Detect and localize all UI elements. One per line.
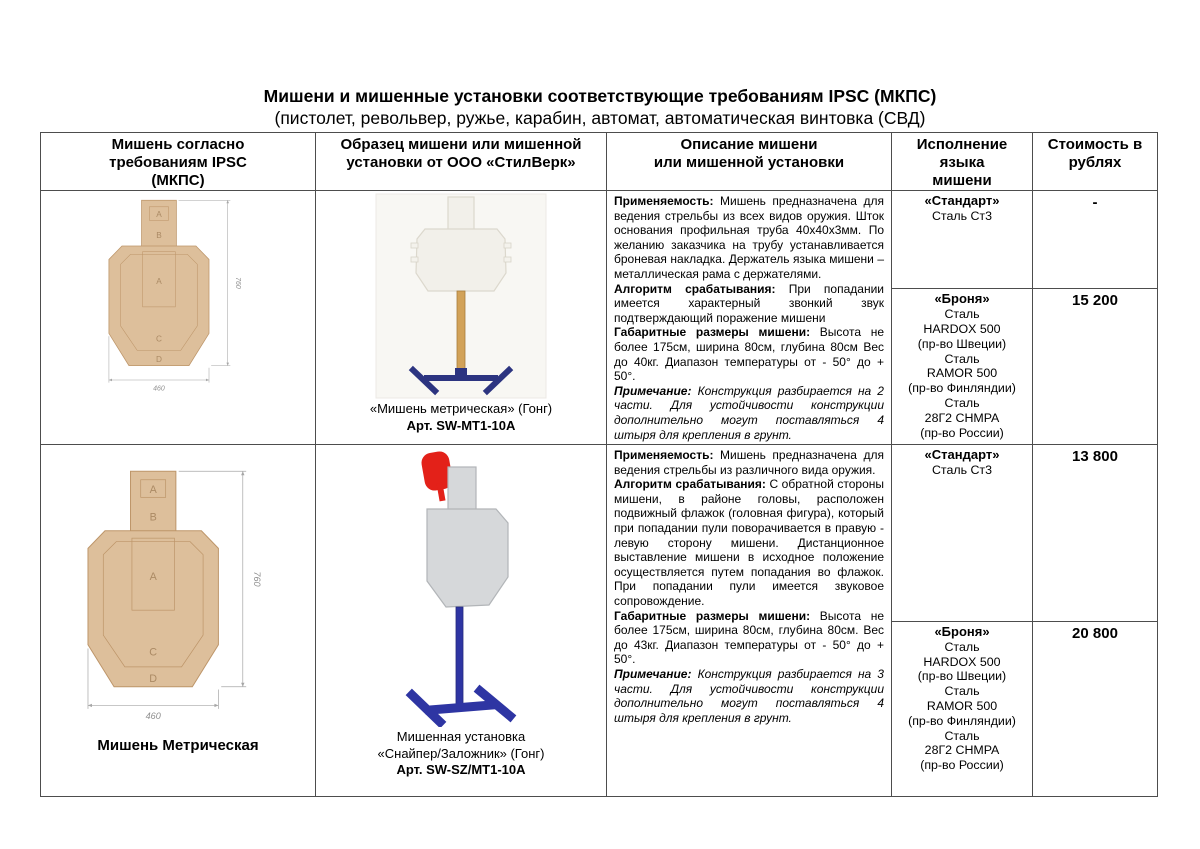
target-diagram-cell-2 (41, 445, 316, 797)
page-title: Мишени и мишенные установки соответствующие требованиям IPSC (МКПС) (263, 86, 937, 106)
caption-article: Арт. SW-SZ/MT1-10A (396, 762, 526, 778)
header-description: Описание мишени или мишенной установки (607, 133, 892, 191)
desc-label: Применяемость: (614, 194, 714, 208)
stand-pole (456, 607, 463, 707)
sniper-hostage-render (390, 447, 532, 727)
gong-target-photo (375, 193, 547, 399)
svg-text:760: 760 (251, 571, 262, 587)
tongue-armor-cell-2 (892, 622, 1033, 797)
desc-text: С обратной стороны мишени, в районе головы, расположен подвижный флажок (головная фигура), который при попадании пули поворачивается в правую - левую сторону мишени. Дистанционное выставление мишени в исходное положение осуществляется путем попадания во флажок. При попадании пули имеется звуковое сопровождение. (614, 477, 884, 609)
desc-text: Высота не более 175см, ширина 80см, глубина 80см. Вес до 43кг. Диапазон температуры от - 50° до + 50°. (614, 608, 885, 667)
description-cell-2 (607, 445, 892, 797)
desc-label: Габаритные размеры мишени: (614, 325, 811, 340)
desc-label: Алгоритм срабатывания: (614, 477, 766, 492)
svg-text:460: 460 (153, 385, 165, 393)
option-materials: Сталь Ст3 (931, 462, 993, 477)
option-materials: Сталь HARDOX 500 (пр-во Швеции) Сталь RAMOR 500 (пр-во Финляндии) Сталь 28Г2 CHMPA (пр-во России) (908, 307, 1016, 440)
svg-text:A: A (149, 571, 157, 584)
header-sample: Образец мишени или мишенной установки от ООО «СтилВерк» (316, 133, 607, 191)
desc-label: Алгоритм срабатывания: (614, 281, 776, 296)
sample-caption-2 (316, 729, 606, 779)
target-name-label: Мишень Метрическая (97, 737, 259, 755)
svg-text:A: A (149, 483, 157, 496)
caption-article: Арт. SW-MT1-10A (406, 417, 516, 433)
option-name: «Броня» (934, 291, 990, 307)
desc-text: Высота не более 175см, ширина 80см, глубина 80см Вес до 40кг. Диапазон температуры от - 50° до + 50°. (614, 325, 885, 384)
desc-text: При попадании имеется характерный звонкий звук подтверждающий поражение мишени (614, 281, 884, 325)
desc-text: Мишень предназначена для ведения стрельбы из всех видов оружия. Шток основания профильная труба 40х40х3мм. По желанию заказчика на трубу устанавливается броневая накладка. Держатель языка мишени – металлическая рама с держателями. (614, 194, 884, 281)
svg-text:D: D (149, 673, 158, 686)
desc-note (614, 667, 884, 725)
wooden-post (457, 291, 465, 371)
option-materials: Сталь HARDOX 500 (пр-во Швеции) Сталь RAMOR 500 (пр-во Финляндии) Сталь 28Г2 CHMPA (пр-во России) (908, 639, 1016, 773)
svg-text:D: D (155, 355, 162, 365)
sample-cell-1 (316, 191, 607, 445)
ipsc-target-diagram (82, 467, 274, 725)
description-cell-1 (607, 191, 892, 445)
svg-text:B: B (149, 511, 157, 524)
desc-paragraph (614, 609, 884, 667)
sample-caption-1 (316, 401, 606, 434)
svg-text:460: 460 (145, 711, 161, 722)
sample-cell-2 (316, 445, 607, 797)
desc-text: Конструкция разбирается на 2 части. Для устойчивости конструкции дополнительно могут поставляться 4 штыря для крепления в грунт. (614, 383, 884, 442)
svg-text:B: B (156, 231, 162, 241)
svg-text:C: C (155, 334, 162, 344)
option-materials: Сталь Ст3 (931, 208, 993, 223)
desc-text: Конструкция разбирается на 3 части. Для устойчивости конструкции дополнительно могут поставляться 4 штыря для крепления в грунт. (614, 667, 884, 725)
option-name: «Броня» (934, 624, 990, 640)
ipsc-target-diagram (104, 197, 252, 395)
header-price: Стоимость в рублях (1033, 133, 1158, 191)
price-armor-cell-2: 20 800 (1033, 622, 1158, 797)
svg-text:A: A (156, 209, 162, 219)
svg-text:A: A (156, 276, 162, 286)
svg-text:760: 760 (234, 277, 242, 289)
price-armor-cell-1: 15 200 (1033, 289, 1158, 445)
desc-text: Мишень предназначена для ведения стрельбы из различного вида оружия. (614, 448, 884, 477)
price-standard-cell-2: 13 800 (1033, 445, 1158, 622)
tongue-armor-cell-1 (892, 289, 1033, 445)
caption-line: «Мишень метрическая» (Гонг) (369, 401, 553, 416)
caption-line: «Снайпер/Заложник» (Гонг) (377, 745, 545, 761)
desc-paragraph (614, 448, 884, 477)
price-standard-cell-1: - (1033, 191, 1158, 289)
desc-label: Примечание: (614, 667, 692, 681)
option-name: «Стандарт» (924, 447, 1000, 463)
caption-line: Мишенная установка (396, 729, 526, 745)
price-table (40, 132, 1158, 797)
page-subtitle: (пистолет, револьвер, ружье, карабин, автомат, автоматическая винтовка (СВД) (274, 108, 926, 128)
option-name: «Стандарт» (924, 193, 1000, 208)
desc-paragraph (614, 325, 884, 383)
header-target: Мишень согласно требованиям IPSC (МКПС) (41, 133, 316, 191)
header-tongue: Исполнение языка мишени (892, 133, 1033, 191)
desc-paragraph (614, 194, 884, 282)
tongue-standard-cell-1 (892, 191, 1033, 289)
desc-label: Габаритные размеры мишени: (614, 608, 811, 623)
desc-note (614, 384, 884, 442)
svg-text:C: C (149, 646, 158, 659)
tongue-standard-cell-2 (892, 445, 1033, 622)
stand-post-socket (455, 368, 467, 380)
target-diagram-cell-1 (41, 191, 316, 445)
desc-paragraph (614, 282, 884, 326)
desc-label: Применяемость: (614, 448, 714, 463)
desc-paragraph (614, 477, 884, 608)
desc-label: Примечание: (614, 383, 692, 398)
